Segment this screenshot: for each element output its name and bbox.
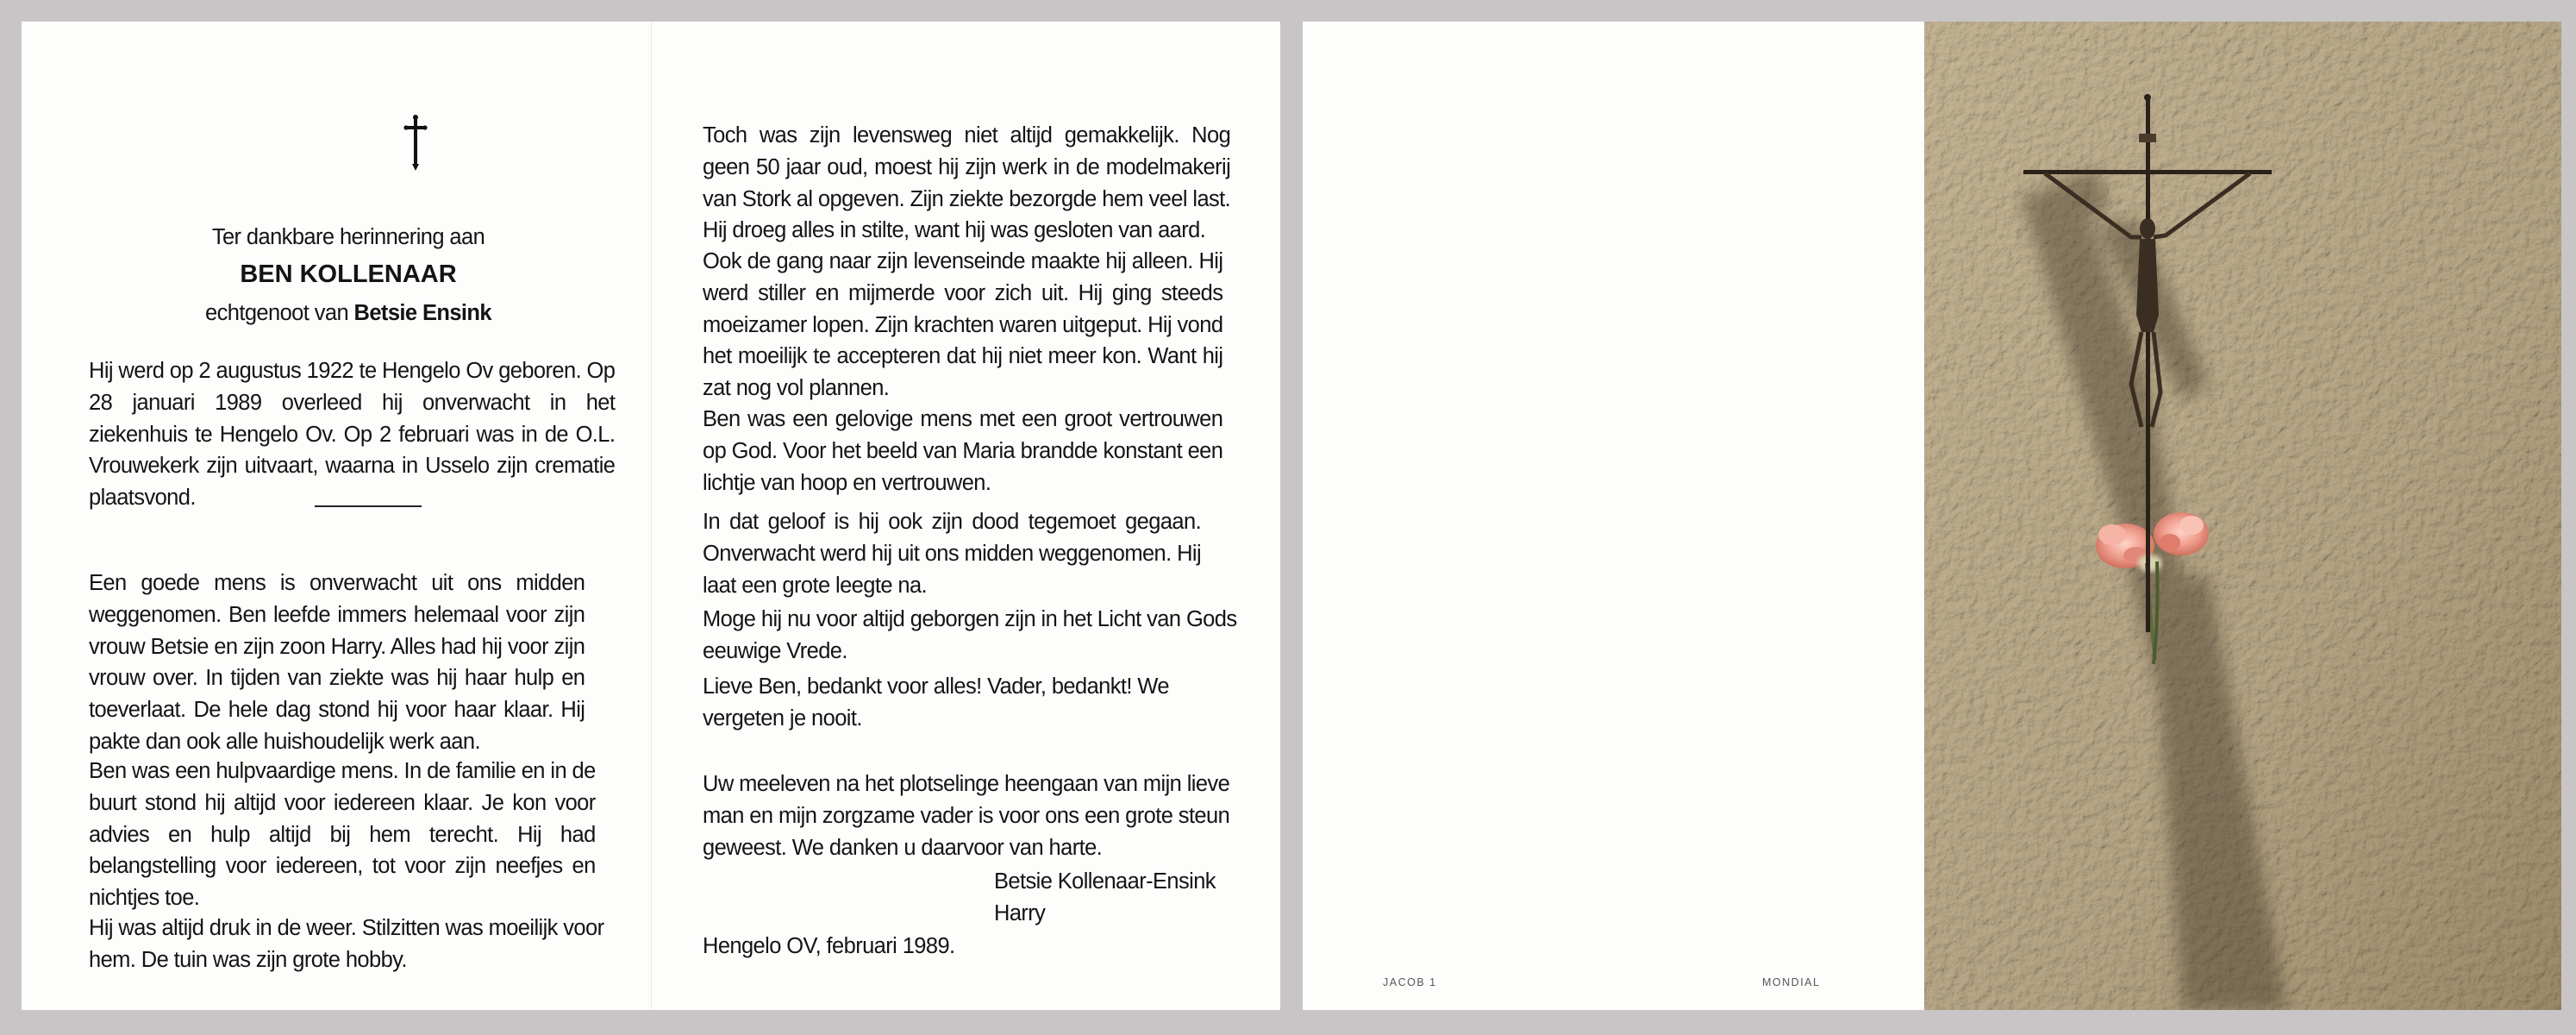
text-line: Hij droeg alles in stilte, want hij was gesloten van aard.: [703, 218, 1206, 243]
biography-paragraph-1: [89, 355, 615, 514]
biography-paragraph-3: [89, 756, 596, 914]
spouse-line: [89, 298, 608, 329]
cross-icon: [403, 114, 428, 171]
text-line: pakte dan ook alle huishoudelijk werk aan.: [89, 729, 480, 754]
text-line: moeizamer lopen. Zijn krachten waren uitgeput. Hij vond: [703, 312, 1223, 337]
text-line: Vrouwekerk zijn uitvaart, waarna in Usselo zijn crematie: [89, 454, 616, 479]
text-line: geen 50 jaar oud, moest hij zijn werk in de modelmakerij: [703, 154, 1231, 179]
text-line: vrouw Betsie en zijn zoon Harry. Alles had hij voor zijn: [89, 634, 585, 659]
reflection-paragraph-5: [703, 604, 1237, 668]
thank-you-paragraph: [703, 768, 1229, 863]
text-line: plaatsvond.: [89, 486, 196, 511]
crucifix-photo: [1924, 22, 2561, 1010]
text-line: Ben was een hulpvaardige mens. In de familie en in de: [89, 759, 596, 783]
section-divider: [315, 505, 422, 507]
text-line: zat nog vol plannen.: [703, 376, 890, 401]
text-line: Onverwacht werd hij uit ons midden weggenomen. Hij: [703, 541, 1202, 566]
text-line: laat een grote leegte na.: [703, 573, 928, 598]
reflection-paragraph-1: [703, 120, 1230, 247]
spouse-prefix: echtgenoot van: [205, 301, 349, 325]
biography-paragraph-4: [89, 913, 604, 976]
text-line: geweest. We danken u daarvoor van harte.: [703, 835, 1103, 860]
biography-paragraph-2: [89, 568, 585, 758]
text-line: werd stiller en mijmerde voor zich uit. Hij ging steeds: [703, 280, 1223, 305]
deceased-name: BEN KOLLENAAR: [240, 260, 457, 288]
text-line: vergeten je nooit.: [703, 706, 862, 731]
text-line: man en mijn zorgzame vader is voor ons een grote steun: [703, 803, 1230, 828]
reflection-paragraph-6: [703, 671, 1169, 735]
text-line: Ben was een gelovige mens met een groot vertrouwen: [703, 407, 1223, 431]
signature-name: Harry: [994, 901, 1046, 925]
text-line: Ook de gang naar zijn levenseinde maakte hij alleen. Hij: [703, 249, 1223, 273]
text-line: In dat geloof is hij ook zijn dood tegemoet gegaan.: [703, 510, 1202, 534]
spouse-name: Betsie Ensink: [353, 301, 491, 325]
intro-line: Ter dankbare herinnering aan: [211, 225, 485, 249]
text-line: Hij werd op 2 augustus 1922 te Hengelo Ov geboren. Op: [89, 359, 616, 383]
place-and-date: Hengelo OV, februari 1989.: [703, 934, 955, 958]
text-line: hem. De tuin was zijn grote hobby.: [89, 947, 407, 972]
text-line: nichtjes toe.: [89, 886, 200, 911]
text-line: eeuwige Vrede.: [703, 638, 847, 663]
text-line: op God. Voor het beeld van Maria brandde konstant een: [703, 438, 1223, 463]
text-line: Uw meeleven na het plotselinge heengaan van mijn lieve: [703, 772, 1230, 796]
print-code: JACOB 1: [1383, 976, 1437, 988]
reflection-paragraph-2: [703, 246, 1222, 405]
signature-name: Betsie Kollenaar-Ensink: [994, 869, 1216, 894]
text-line: belangstelling voor iedereen, tot voor zijn neefjes en: [89, 854, 596, 879]
text-line: Lieve Ben, bedankt voor alles! Vader, bedankt! We: [703, 674, 1169, 699]
text-line: ziekenhuis te Hengelo Ov. Op 2 februari was in de O.L.: [89, 422, 616, 447]
text-line: vrouw over. In tijden van ziekte was hij haar hulp en: [89, 666, 585, 691]
text-line: buurt stond hij altijd voor iedereen klaar. Je kon voor: [89, 790, 596, 815]
text-line: Hij was altijd druk in de weer. Stilzitten was moeilijk voor: [89, 916, 604, 940]
text-line: advies en hulp altijd bij hem terecht. Hij had: [89, 822, 596, 847]
reflection-paragraph-3: [703, 404, 1222, 499]
text-line: van Stork al opgeven. Zijn ziekte bezorgde hem veel last.: [703, 186, 1231, 211]
text-line: weggenomen. Ben leefde immers helemaal voor zijn: [89, 602, 585, 627]
text-line: Toch was zijn levensweg niet altijd gemakkelijk. Nog: [703, 123, 1231, 147]
text-line: het moeilijk te accepteren dat hij niet meer kon. Want hij: [703, 344, 1223, 369]
text-line: lichtje van hoop en vertrouwen.: [703, 470, 991, 495]
fold-line: [651, 22, 652, 1010]
text-line: 28 januari 1989 overleed hij onverwacht in het: [89, 390, 616, 415]
text-line: toeverlaat. De hele dag stond hij voor haar klaar. Hij: [89, 698, 585, 723]
reflection-paragraph-4: [703, 506, 1201, 601]
publisher-mark: MONDIAL: [1762, 976, 1821, 988]
text-line: Een goede mens is onverwacht uit ons midden: [89, 571, 585, 595]
text-line: Moge hij nu voor altijd geborgen zijn in het Licht van Gods: [703, 607, 1237, 631]
memorial-card-inner-spread: [22, 22, 1280, 1010]
